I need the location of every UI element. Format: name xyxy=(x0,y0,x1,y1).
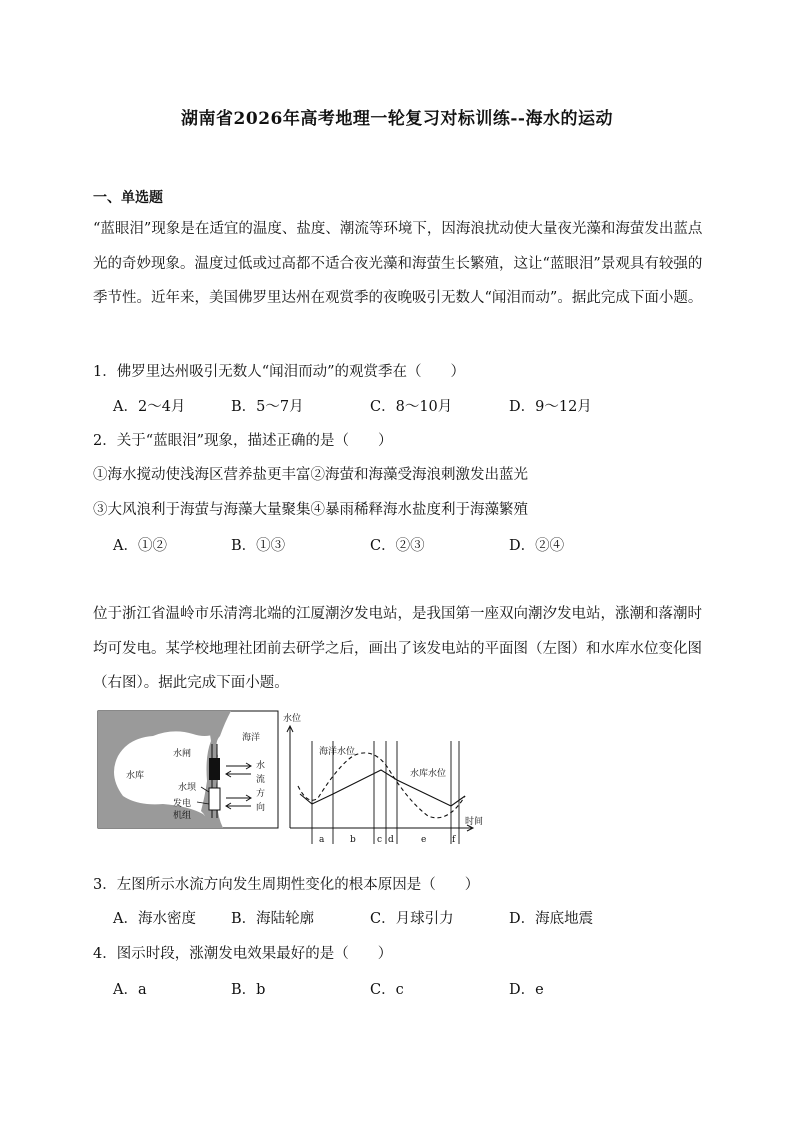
chart-xlabel: 时间 xyxy=(465,817,484,827)
label-flow-2: 流 xyxy=(256,775,266,785)
chart-ocean-label: 海洋水位 xyxy=(319,747,356,757)
label-dam: 水坝 xyxy=(178,783,197,793)
option-a[interactable]: A．海水密度 xyxy=(113,911,196,927)
option-c[interactable]: C．②③ xyxy=(370,538,425,554)
generator-block xyxy=(209,788,220,810)
chart-reservoir-label: 水库水位 xyxy=(410,769,447,779)
ocean-level-curve xyxy=(298,753,465,818)
segment-d: d xyxy=(388,835,394,845)
label-flow-3: 方 xyxy=(256,789,266,799)
question-2-statements-2: ③大风浪利于海萤与海藻大量聚集④暴雨稀释海水盐度利于海藻繁殖 xyxy=(93,502,528,518)
label-flow-1: 水 xyxy=(256,761,266,771)
label-generator-1: 发电 xyxy=(173,799,192,809)
segment-f: f xyxy=(452,835,456,845)
option-c[interactable]: C．c xyxy=(370,982,404,998)
option-a[interactable]: A．2～4月 xyxy=(113,399,186,415)
label-ocean: 海洋 xyxy=(242,733,261,743)
option-b[interactable]: B．5～7月 xyxy=(231,399,304,415)
question-2-statements-1: ①海水搅动使浅海区营养盐更丰富②海萤和海藻受海浪刺激发出蓝光 xyxy=(93,467,528,483)
label-sluice: 水闸 xyxy=(173,749,192,759)
option-b[interactable]: B．海陆轮廓 xyxy=(231,911,315,927)
label-reservoir: 水库 xyxy=(126,771,145,781)
segment-b: b xyxy=(350,835,356,845)
question-2-options xyxy=(113,534,564,555)
option-b[interactable]: B．①③ xyxy=(231,538,286,554)
question-4-stem: 4．图示时段，涨潮发电效果最好的是（ ） xyxy=(93,946,393,962)
option-d[interactable]: D．e xyxy=(509,982,544,998)
option-c[interactable]: C．月球引力 xyxy=(370,911,454,927)
question-1-options xyxy=(113,395,592,416)
option-a[interactable]: A．①② xyxy=(113,538,167,554)
label-generator-2: 机组 xyxy=(173,811,192,821)
option-d[interactable]: D．②④ xyxy=(509,538,565,554)
passage-2: 位于浙江省温岭市乐清湾北端的江厦潮汐发电站，是我国第一座双向潮汐发电站，涨潮和落潮时均可发电。某学校地理社团前去研学之后，画出了该发电站的平面图（左图）和水库水位变化图（右图）。据此完成下面小题。 xyxy=(93,606,702,691)
question-3-options xyxy=(113,907,593,928)
segment-a: a xyxy=(319,835,325,845)
label-flow-4: 向 xyxy=(256,803,266,813)
chart-ylabel: 水位 xyxy=(283,714,302,724)
option-c[interactable]: C．8～10月 xyxy=(370,399,453,415)
option-a[interactable]: A．a xyxy=(113,982,147,998)
sluice-block xyxy=(209,758,220,780)
option-d[interactable]: D．9～12月 xyxy=(509,399,592,415)
question-1-stem: 1．佛罗里达州吸引无数人“闻泪而动”的观赏季在（ ） xyxy=(93,364,466,380)
option-d[interactable]: D．海底地震 xyxy=(509,911,594,927)
figure-svg xyxy=(93,706,503,845)
question-2-stem: 2．关于“蓝眼泪”现象，描述正确的是（ ） xyxy=(93,433,393,449)
option-b[interactable]: B．b xyxy=(231,982,266,998)
question-4-options xyxy=(113,978,544,999)
page-title: 湖南省2026年高考地理一轮复习对标训练--海水的运动 xyxy=(181,109,613,129)
question-3-stem: 3．左图所示水流方向发生周期性变化的根本原因是（ ） xyxy=(93,877,480,893)
passage-1: “蓝眼泪”现象是在适宜的温度、盐度、潮流等环境下，因海浪扰动使大量夜光藻和海萤发出蓝点光的奇妙现象。温度过低或过高都不适合夜光藻和海萤生长繁殖，这让“蓝眼泪”景观具有较强的季节性。近年来，美国佛罗里达州在观赏季的夜晚吸引无数人“闻泪而动”。据此完成下面小题。 xyxy=(93,221,703,306)
segment-c: c xyxy=(377,835,383,845)
section-heading: 一、单选题 xyxy=(93,190,163,206)
figure-tidal-station xyxy=(93,706,503,845)
segment-e: e xyxy=(421,835,427,845)
